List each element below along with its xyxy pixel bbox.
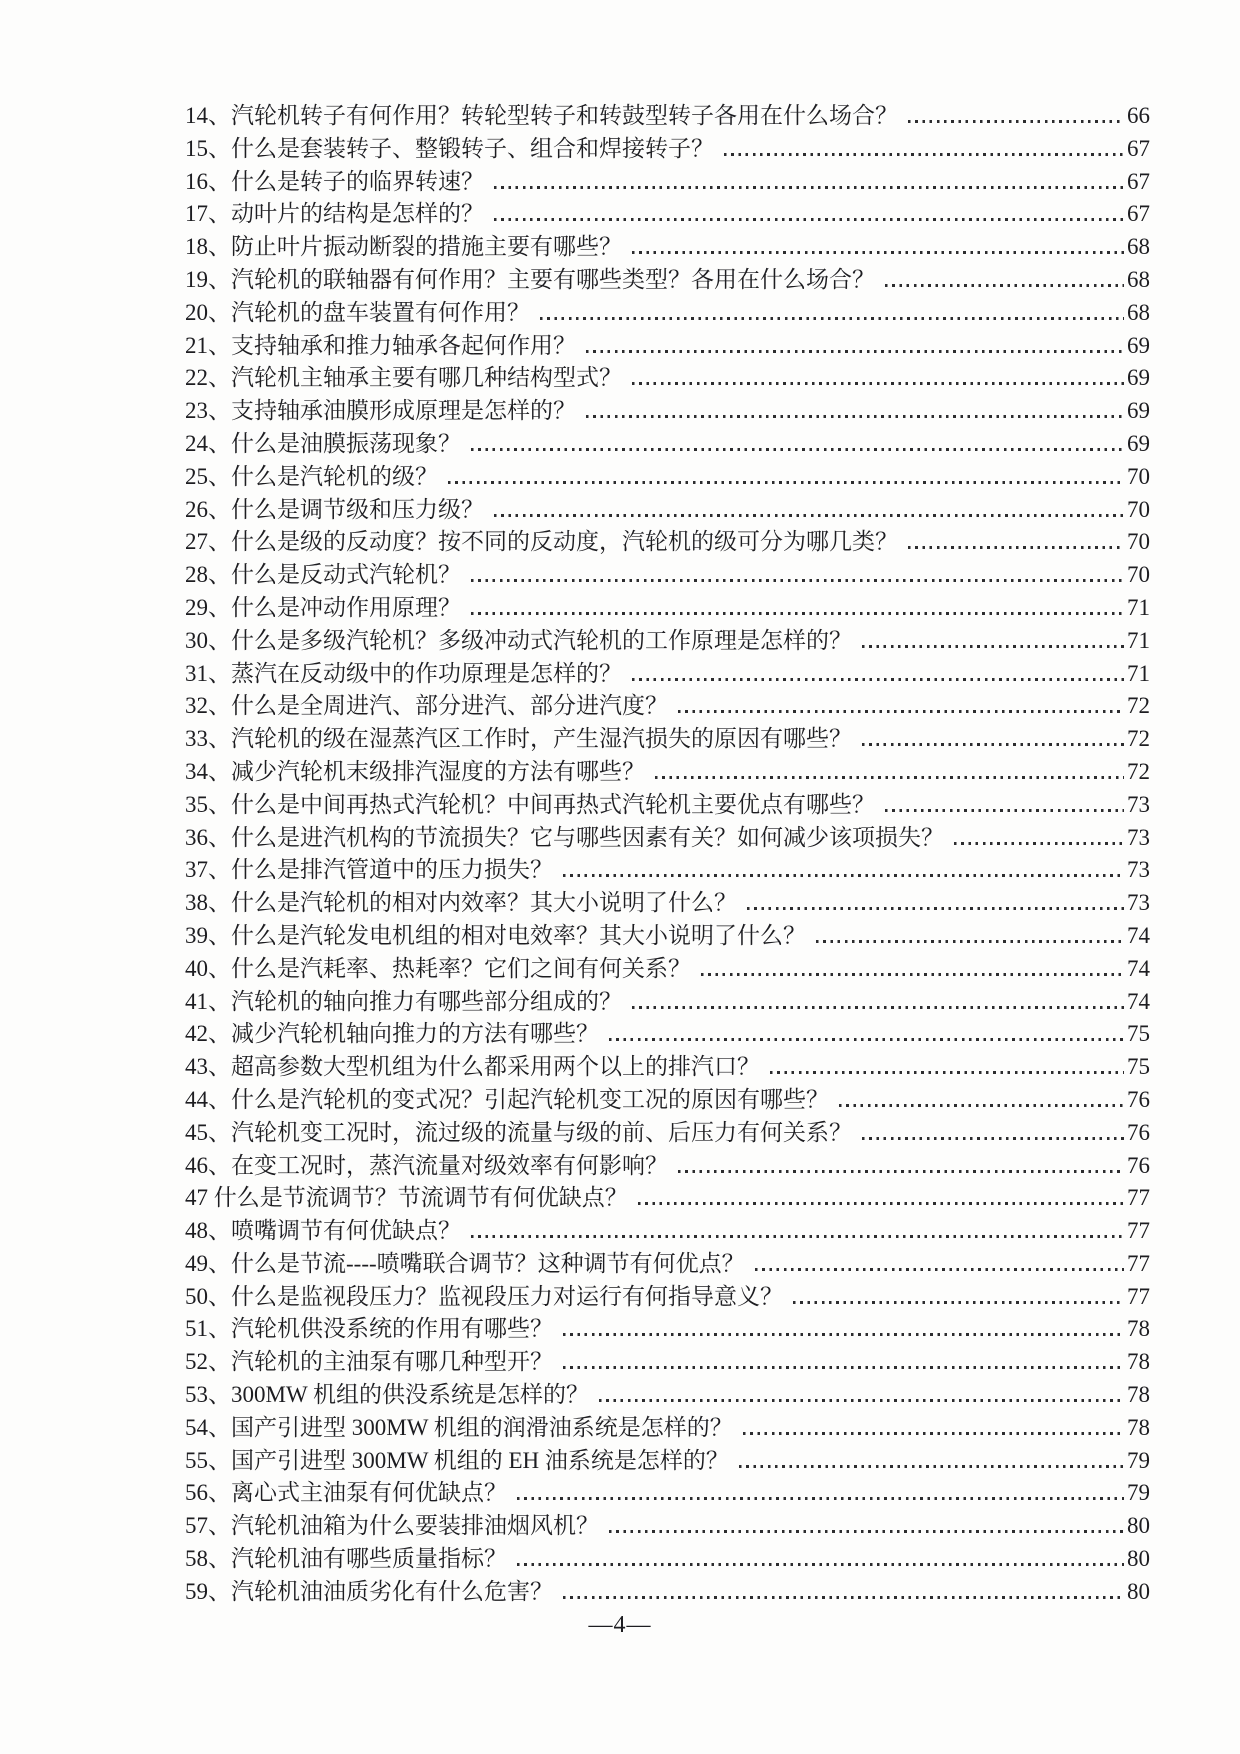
toc-entry-page: 76	[1127, 1152, 1150, 1178]
dot-leader	[632, 1006, 1124, 1009]
toc-entry-label: 56、离心式主油泵有何优缺点？	[185, 1480, 507, 1506]
toc-entry-page: 74	[1127, 955, 1150, 981]
toc-entry-page: 67	[1127, 135, 1150, 161]
toc-list	[185, 100, 1150, 1609]
toc-entry[interactable]	[185, 1477, 1150, 1510]
toc-entry[interactable]	[185, 1445, 1150, 1478]
toc-entry[interactable]	[185, 264, 1150, 297]
toc-entry-page: 75	[1127, 1054, 1150, 1080]
toc-entry-label: 34、减少汽轮机末级排汽湿度的方法有哪些？	[185, 758, 645, 784]
toc-entry[interactable]	[185, 887, 1150, 920]
toc-entry[interactable]	[185, 756, 1150, 789]
toc-entry-page: 77	[1127, 1283, 1150, 1309]
toc-entry-label: 32、什么是全周进汽、部分进汽、部分进汽度？	[185, 693, 668, 719]
toc-entry[interactable]	[185, 166, 1150, 199]
dot-leader	[563, 874, 1124, 877]
toc-entry[interactable]	[185, 526, 1150, 559]
toc-entry-page: 72	[1127, 693, 1150, 719]
toc-entry-label: 14、汽轮机转子有何作用？转轮型转子和转鼓型转子各用在什么场合？	[185, 103, 898, 128]
toc-entry-page: 73	[1127, 857, 1150, 883]
dot-leader	[632, 678, 1124, 681]
toc-entry-page: 76	[1127, 1086, 1150, 1112]
toc-entry-label: 31、蒸汽在反动级中的作功原理是怎样的？	[185, 660, 622, 686]
toc-entry[interactable]	[185, 395, 1150, 428]
dot-leader	[638, 1202, 1124, 1205]
toc-entry-label: 36、什么是进汽机构的节流损失？它与哪些因素有关？如何减少该项损失？	[185, 824, 944, 850]
toc-entry-page: 68	[1127, 299, 1150, 325]
toc-entry-page: 77	[1127, 1218, 1150, 1244]
toc-entry-label: 17、动叶片的结构是怎样的？	[185, 201, 484, 227]
toc-entry[interactable]	[185, 494, 1150, 527]
toc-entry-label: 52、汽轮机的主油泵有哪几种型开？	[185, 1349, 553, 1375]
dot-leader	[747, 907, 1124, 910]
toc-entry-page: 78	[1127, 1414, 1150, 1440]
toc-entry-label: 26、什么是调节级和压力级？	[185, 496, 484, 522]
toc-entry[interactable]	[185, 198, 1150, 231]
dot-leader	[471, 448, 1124, 451]
toc-entry-label: 54、国产引进型 300MW 机组的润滑油系统是怎样的？	[185, 1414, 733, 1440]
toc-entry[interactable]	[185, 789, 1150, 822]
toc-entry[interactable]	[185, 461, 1150, 494]
toc-entry[interactable]	[185, 625, 1150, 658]
toc-entry[interactable]	[185, 822, 1150, 855]
toc-entry-label: 21、支持轴承和推力轴承各起何作用？	[185, 332, 576, 358]
toc-entry-page: 69	[1127, 398, 1150, 424]
toc-entry-label: 19、汽轮机的联轴器有何作用？主要有哪些类型？各用在什么场合？	[185, 266, 875, 292]
toc-entry-label: 22、汽轮机主轴承主要有哪几种结构型式？	[185, 365, 622, 391]
toc-entry-label: 53、300MW 机组的供没系统是怎样的？	[185, 1382, 589, 1408]
toc-entry-page: 78	[1127, 1316, 1150, 1342]
dot-leader	[655, 776, 1124, 779]
toc-entry[interactable]	[185, 1281, 1150, 1314]
toc-entry[interactable]	[185, 1543, 1150, 1576]
toc-entry[interactable]	[185, 330, 1150, 363]
toc-entry-page: 70	[1127, 496, 1150, 522]
toc-entry-page: 72	[1127, 726, 1150, 752]
toc-entry-page: 73	[1127, 791, 1150, 817]
dot-leader	[862, 645, 1124, 648]
dot-leader	[770, 1071, 1124, 1074]
dot-leader	[586, 415, 1124, 418]
toc-entry[interactable]	[185, 1576, 1150, 1609]
toc-entry-label: 23、支持轴承油膜形成原理是怎样的？	[185, 398, 576, 424]
toc-entry-label: 15、什么是套装转子、整锻转子、组合和焊接转子？	[185, 135, 714, 161]
dot-leader	[448, 481, 1124, 484]
toc-entry-page: 71	[1127, 594, 1150, 620]
toc-entry[interactable]	[185, 1018, 1150, 1051]
toc-entry-page: 67	[1127, 168, 1150, 194]
toc-entry-page: 69	[1127, 365, 1150, 391]
toc-entry-page: 79	[1127, 1480, 1150, 1506]
toc-entry-page: 80	[1127, 1578, 1150, 1604]
toc-entry[interactable]	[185, 1346, 1150, 1379]
toc-entry-page: 77	[1127, 1250, 1150, 1276]
dot-leader	[885, 284, 1124, 287]
toc-entry-label: 33、汽轮机的级在湿蒸汽区工作时，产生湿汽损失的原因有哪些？	[185, 726, 852, 752]
dot-leader	[739, 1465, 1124, 1468]
toc-entry[interactable]	[185, 1150, 1150, 1183]
toc-entry[interactable]	[185, 1182, 1150, 1215]
toc-entry-label: 35、什么是中间再热式汽轮机？中间再热式汽轮机主要优点有哪些？	[185, 791, 875, 817]
dot-leader	[586, 350, 1124, 353]
toc-entry[interactable]	[185, 920, 1150, 953]
dot-leader	[816, 940, 1124, 943]
toc-entry-page: 66	[1127, 103, 1150, 128]
toc-entry[interactable]	[185, 297, 1150, 330]
toc-entry-label: 40、什么是汽耗率、热耗率？它们之间有何关系？	[185, 955, 691, 981]
dot-leader	[724, 153, 1124, 156]
dot-leader	[471, 1235, 1124, 1238]
toc-entry[interactable]	[185, 690, 1150, 723]
toc-entry-page: 67	[1127, 201, 1150, 227]
dot-leader	[701, 973, 1124, 976]
toc-entry-label: 41、汽轮机的轴向推力有哪些部分组成的？	[185, 988, 622, 1014]
toc-entry-page: 74	[1127, 988, 1150, 1014]
toc-entry-page: 75	[1127, 1021, 1150, 1047]
toc-entry-page: 71	[1127, 627, 1150, 653]
toc-entry[interactable]	[185, 1412, 1150, 1445]
dot-leader	[517, 1563, 1124, 1566]
toc-entry[interactable]	[185, 986, 1150, 1019]
dot-leader	[609, 1038, 1124, 1041]
toc-entry-label: 45、汽轮机变工况时，流过级的流量与级的前、后压力有何关系？	[185, 1119, 852, 1145]
toc-entry-label: 47 什么是节流调节？节流调节有何优缺点？	[185, 1185, 628, 1211]
toc-entry-label: 48、喷嘴调节有何优缺点？	[185, 1218, 461, 1244]
toc-entry-label: 38、什么是汽轮机的相对内效率？其大小说明了什么？	[185, 890, 737, 916]
toc-entry-label: 37、什么是排汽管道中的压力损失？	[185, 857, 553, 883]
dot-leader	[494, 186, 1124, 189]
toc-entry[interactable]	[185, 1248, 1150, 1281]
toc-entry-page: 71	[1127, 660, 1150, 686]
dot-leader	[632, 382, 1124, 385]
dot-leader	[908, 120, 1124, 123]
dot-leader	[862, 1137, 1124, 1140]
dot-leader	[908, 546, 1124, 549]
toc-entry-label: 55、国产引进型 300MW 机组的 EH 油系统是怎样的？	[185, 1447, 729, 1473]
toc-entry[interactable]	[185, 658, 1150, 691]
toc-entry-page: 68	[1127, 234, 1150, 260]
toc-entry-page: 76	[1127, 1119, 1150, 1145]
toc-entry-page: 73	[1127, 824, 1150, 850]
toc-entry[interactable]	[185, 1051, 1150, 1084]
dot-leader	[743, 1432, 1124, 1435]
toc-entry-label: 50、什么是监视段压力？监视段压力对运行有何指导意义？	[185, 1283, 783, 1309]
toc-entry[interactable]	[185, 362, 1150, 395]
toc-entry[interactable]	[185, 428, 1150, 461]
dot-leader	[540, 317, 1124, 320]
toc-entry-label: 44、什么是汽轮机的变式况？引起汽轮机变工况的原因有哪些？	[185, 1086, 829, 1112]
toc-entry-page: 77	[1127, 1185, 1150, 1211]
toc-entry-label: 16、什么是转子的临界转速？	[185, 168, 484, 194]
dot-leader	[471, 579, 1124, 582]
dot-leader	[632, 251, 1124, 254]
toc-entry-label: 58、汽轮机油有哪些质量指标？	[185, 1546, 507, 1572]
dot-leader	[609, 1530, 1124, 1533]
toc-entry-page: 69	[1127, 430, 1150, 456]
toc-entry-label: 25、什么是汽轮机的级？	[185, 463, 438, 489]
dot-leader	[793, 1301, 1124, 1304]
page-number-footer: —4—	[588, 1612, 652, 1638]
toc-entry[interactable]	[185, 231, 1150, 264]
toc-entry-label: 29、什么是冲动作用原理？	[185, 594, 461, 620]
toc-entry-label: 18、防止叶片振动断裂的措施主要有哪些？	[185, 234, 622, 260]
toc-entry-page: 68	[1127, 266, 1150, 292]
toc-entry[interactable]	[185, 1313, 1150, 1346]
toc-entry-page: 79	[1127, 1447, 1150, 1473]
dot-leader	[494, 514, 1124, 517]
toc-entry-label: 59、汽轮机油油质劣化有什么危害？	[185, 1578, 553, 1604]
toc-entry[interactable]	[185, 1510, 1150, 1543]
toc-entry[interactable]	[185, 723, 1150, 756]
toc-entry[interactable]	[185, 1084, 1150, 1117]
dot-leader	[885, 809, 1124, 812]
toc-entry-page: 72	[1127, 758, 1150, 784]
dot-leader	[599, 1399, 1124, 1402]
toc-entry-label: 28、什么是反动式汽轮机？	[185, 562, 461, 588]
toc-entry-page: 80	[1127, 1546, 1150, 1572]
dot-leader	[563, 1366, 1124, 1369]
toc-entry[interactable]	[185, 854, 1150, 887]
toc-entry-label: 20、汽轮机的盘车装置有何作用？	[185, 299, 530, 325]
toc-entry-page: 69	[1127, 332, 1150, 358]
toc-entry[interactable]	[185, 592, 1150, 625]
toc-entry-page: 74	[1127, 922, 1150, 948]
dot-leader	[494, 218, 1124, 221]
dot-leader	[678, 1170, 1124, 1173]
toc-entry-label: 39、什么是汽轮发电机组的相对电效率？其大小说明了什么？	[185, 922, 806, 948]
toc-entry[interactable]	[185, 1379, 1150, 1412]
toc-entry-page: 70	[1127, 562, 1150, 588]
toc-entry-label: 30、什么是多级汽轮机？多级冲动式汽轮机的工作原理是怎样的？	[185, 627, 852, 653]
toc-entry[interactable]	[185, 953, 1150, 986]
dot-leader	[755, 1268, 1124, 1271]
dot-leader	[517, 1497, 1124, 1500]
toc-entry-label: 24、什么是油膜振荡现象？	[185, 430, 461, 456]
dot-leader	[563, 1596, 1124, 1599]
toc-entry[interactable]	[185, 1215, 1150, 1248]
toc-entry[interactable]	[185, 133, 1150, 166]
toc-entry-label: 43、超高参数大型机组为什么都采用两个以上的排汽口？	[185, 1054, 760, 1080]
toc-entry-page: 70	[1127, 463, 1150, 489]
toc-entry-label: 49、什么是节流----喷嘴联合调节？这种调节有何优点？	[185, 1250, 745, 1276]
toc-entry-page: 80	[1127, 1513, 1150, 1539]
dot-leader	[471, 612, 1124, 615]
dot-leader	[563, 1333, 1124, 1336]
toc-entry-label: 57、汽轮机油箱为什么要装排油烟风机？	[185, 1513, 599, 1539]
toc-entry[interactable]	[185, 1117, 1150, 1150]
toc-entry-page: 78	[1127, 1382, 1150, 1408]
toc-entry[interactable]	[185, 559, 1150, 592]
toc-entry-page: 70	[1127, 529, 1150, 555]
toc-entry-page: 78	[1127, 1349, 1150, 1375]
dot-leader	[678, 710, 1124, 713]
toc-entry-label: 51、汽轮机供没系统的作用有哪些？	[185, 1316, 553, 1342]
toc-entry[interactable]	[185, 100, 1150, 133]
toc-entry-label: 27、什么是级的反动度？按不同的反动度，汽轮机的级可分为哪几类？	[185, 529, 898, 555]
dot-leader	[862, 743, 1124, 746]
toc-entry-label: 46、在变工况时，蒸汽流量对级效率有何影响？	[185, 1152, 668, 1178]
dot-leader	[954, 842, 1124, 845]
toc-entry-page: 73	[1127, 890, 1150, 916]
toc-entry-label: 42、减少汽轮机轴向推力的方法有哪些？	[185, 1021, 599, 1047]
dot-leader	[839, 1104, 1124, 1107]
